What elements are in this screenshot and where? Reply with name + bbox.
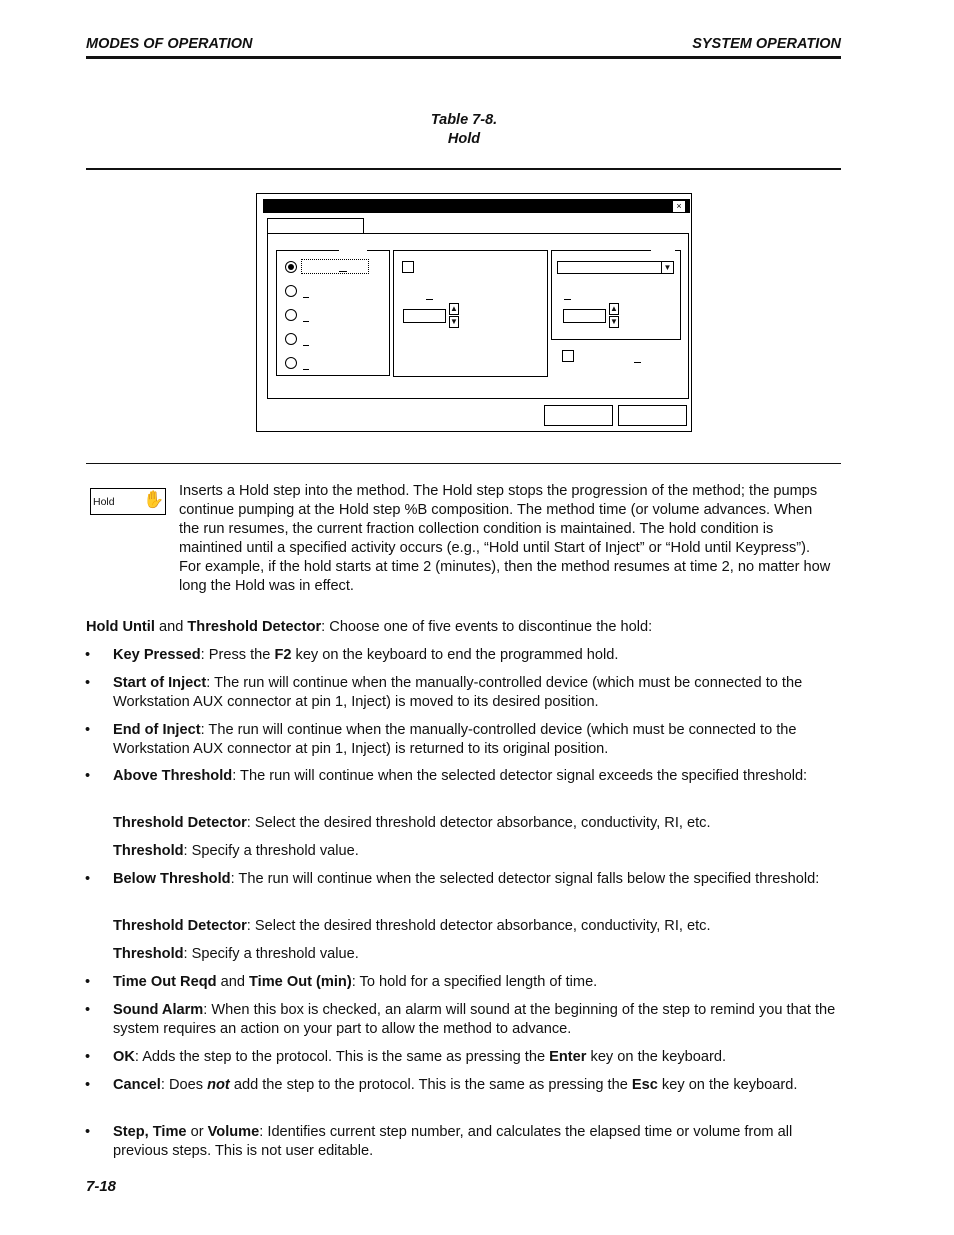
list-item-cancel: • Cancel: Does not add the step to the protocol. This is the same as pressing the Esc key on the keyboard.	[85, 1077, 798, 1093]
threshold-detector-group	[551, 250, 681, 340]
hold-toolbar-button	[90, 488, 166, 515]
threshold-spin-up[interactable]: ▲	[610, 304, 618, 313]
caption-rule	[86, 168, 841, 170]
threshold-detector-dropdown[interactable]	[557, 261, 674, 274]
lead-sentence: Hold Until and Threshold Detector: Choose one of five events to discontinue the hold:	[86, 619, 653, 635]
running-header-left: MODES OF OPERATION	[86, 36, 253, 52]
threshold-input[interactable]	[563, 309, 606, 323]
list-item-start-of-inject: • Start of Inject: The run will continue when the manually-controlled device (which must be connected to the Workstation AUX connector at pin 1, Inject) is moved to its desired position.	[85, 675, 803, 710]
chevron-down-icon[interactable]: ▼	[661, 262, 673, 273]
hold-until-group	[276, 250, 390, 376]
ok-button[interactable]	[544, 405, 613, 426]
time-out-reqd-checkbox[interactable]	[402, 261, 414, 273]
running-header-right: SYSTEM OPERATION	[692, 36, 841, 52]
focus-rect	[301, 259, 369, 274]
sub-threshold-below: Threshold: Specify a threshold value.	[113, 946, 359, 962]
close-icon[interactable]: ×	[673, 201, 685, 212]
radio-above-threshold[interactable]	[285, 333, 297, 345]
list-item-end-of-inject: • End of Inject: The run will continue when the manually-controlled device (which must be connected to the Workstation AUX connector at pin 1, Inject) is returned to its original position.	[85, 722, 797, 757]
cancel-button[interactable]	[618, 405, 687, 426]
hand-icon: ✋	[143, 490, 165, 509]
threshold-spin-down[interactable]: ▼	[610, 317, 618, 326]
sub-threshold-above: Threshold: Specify a threshold value.	[113, 843, 359, 859]
header-rule	[86, 56, 841, 59]
dialog-bottom-rule	[86, 463, 841, 464]
list-item-sound-alarm: • Sound Alarm: When this box is checked, an alarm will sound at the beginning of the step to remind you that the system requires an action on your part to allow the method to advance.	[85, 1002, 836, 1037]
radio-end-of-inject[interactable]	[285, 309, 297, 321]
list-item-below-threshold: • Below Threshold: The run will continue when the selected detector signal falls below the specified threshold:	[85, 871, 820, 887]
radio-key-pressed[interactable]	[285, 261, 297, 273]
table-caption-title: Hold	[447, 131, 481, 147]
time-out-group	[393, 250, 548, 377]
list-item-ok: • OK: Adds the step to the protocol. This is the same as pressing the Enter key on the keyboard.	[85, 1049, 727, 1065]
radio-start-of-inject[interactable]	[285, 285, 297, 297]
page-number: 7-18	[86, 1178, 117, 1195]
list-item-step-time: • Step, Time or Volume: Identifies current step number, and calculates the elapsed time or volume from all previous steps. This is not user editable.	[85, 1124, 793, 1159]
dialog-title-bar	[263, 199, 690, 213]
table-caption-number: Table 7-8.	[430, 112, 498, 128]
dialog-tab[interactable]	[267, 218, 364, 234]
hold-label: Hold	[93, 496, 115, 508]
intro-paragraph: Inserts a Hold step into the method. The Hold step stops the progression of the method; the pumps continue pumping at the Hold step %B composition. The method time (or volume advances. When the run resumes, the current fraction collection condition is maintained. The hold condition is maintined until a specified activity occurs (e.g., “Hold until Start of Inject” or “Hold until Keypress”). For example, if the hold starts at time 2 (minutes), then the method resumes at time 2, no matter how long the Hold was in effect.	[179, 483, 831, 594]
time-out-spin-up[interactable]: ▲	[450, 304, 458, 313]
sound-alarm-checkbox[interactable]	[562, 350, 574, 362]
radio-below-threshold[interactable]	[285, 357, 297, 369]
sub-threshold-detector-below: Threshold Detector: Select the desired threshold detector absorbance, conductivity, RI, etc.	[113, 918, 711, 934]
list-item-time-out: • Time Out Reqd and Time Out (min): To hold for a specified length of time.	[85, 974, 598, 990]
sub-threshold-detector-above: Threshold Detector: Select the desired threshold detector absorbance, conductivity, RI, etc.	[113, 815, 711, 831]
list-item-key-pressed: • Key Pressed: Press the F2 key on the keyboard to end the programmed hold.	[85, 647, 619, 663]
hold-dialog	[256, 193, 692, 432]
time-out-input[interactable]	[403, 309, 446, 323]
list-item-above-threshold: • Above Threshold: The run will continue when the selected detector signal exceeds the specified threshold:	[85, 768, 808, 784]
time-out-spin-down[interactable]: ▼	[450, 317, 458, 326]
